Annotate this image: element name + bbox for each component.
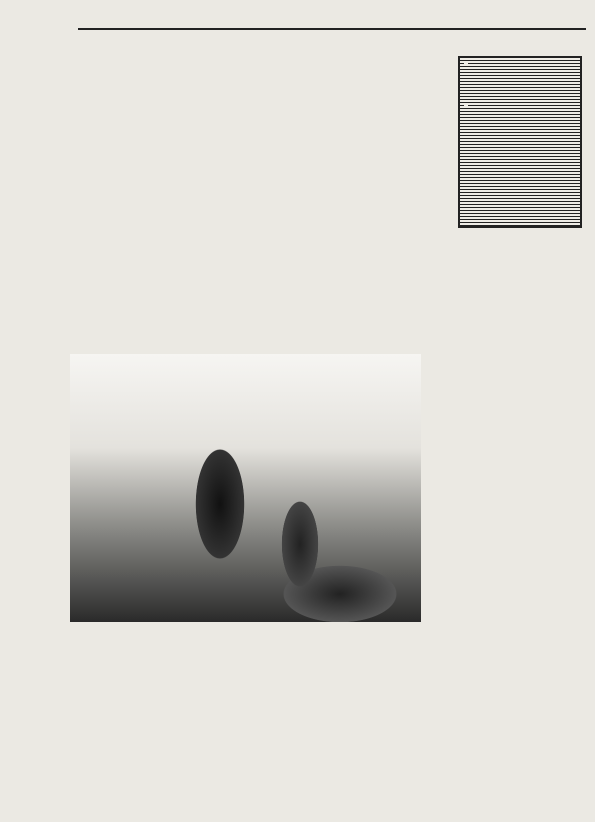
- susuki-grass-photo: [70, 354, 421, 622]
- masthead-box: [458, 56, 582, 228]
- masthead-char-1: [464, 62, 468, 66]
- header-rule: [78, 28, 586, 30]
- masthead-char-2: [464, 104, 468, 108]
- masthead: [458, 56, 584, 242]
